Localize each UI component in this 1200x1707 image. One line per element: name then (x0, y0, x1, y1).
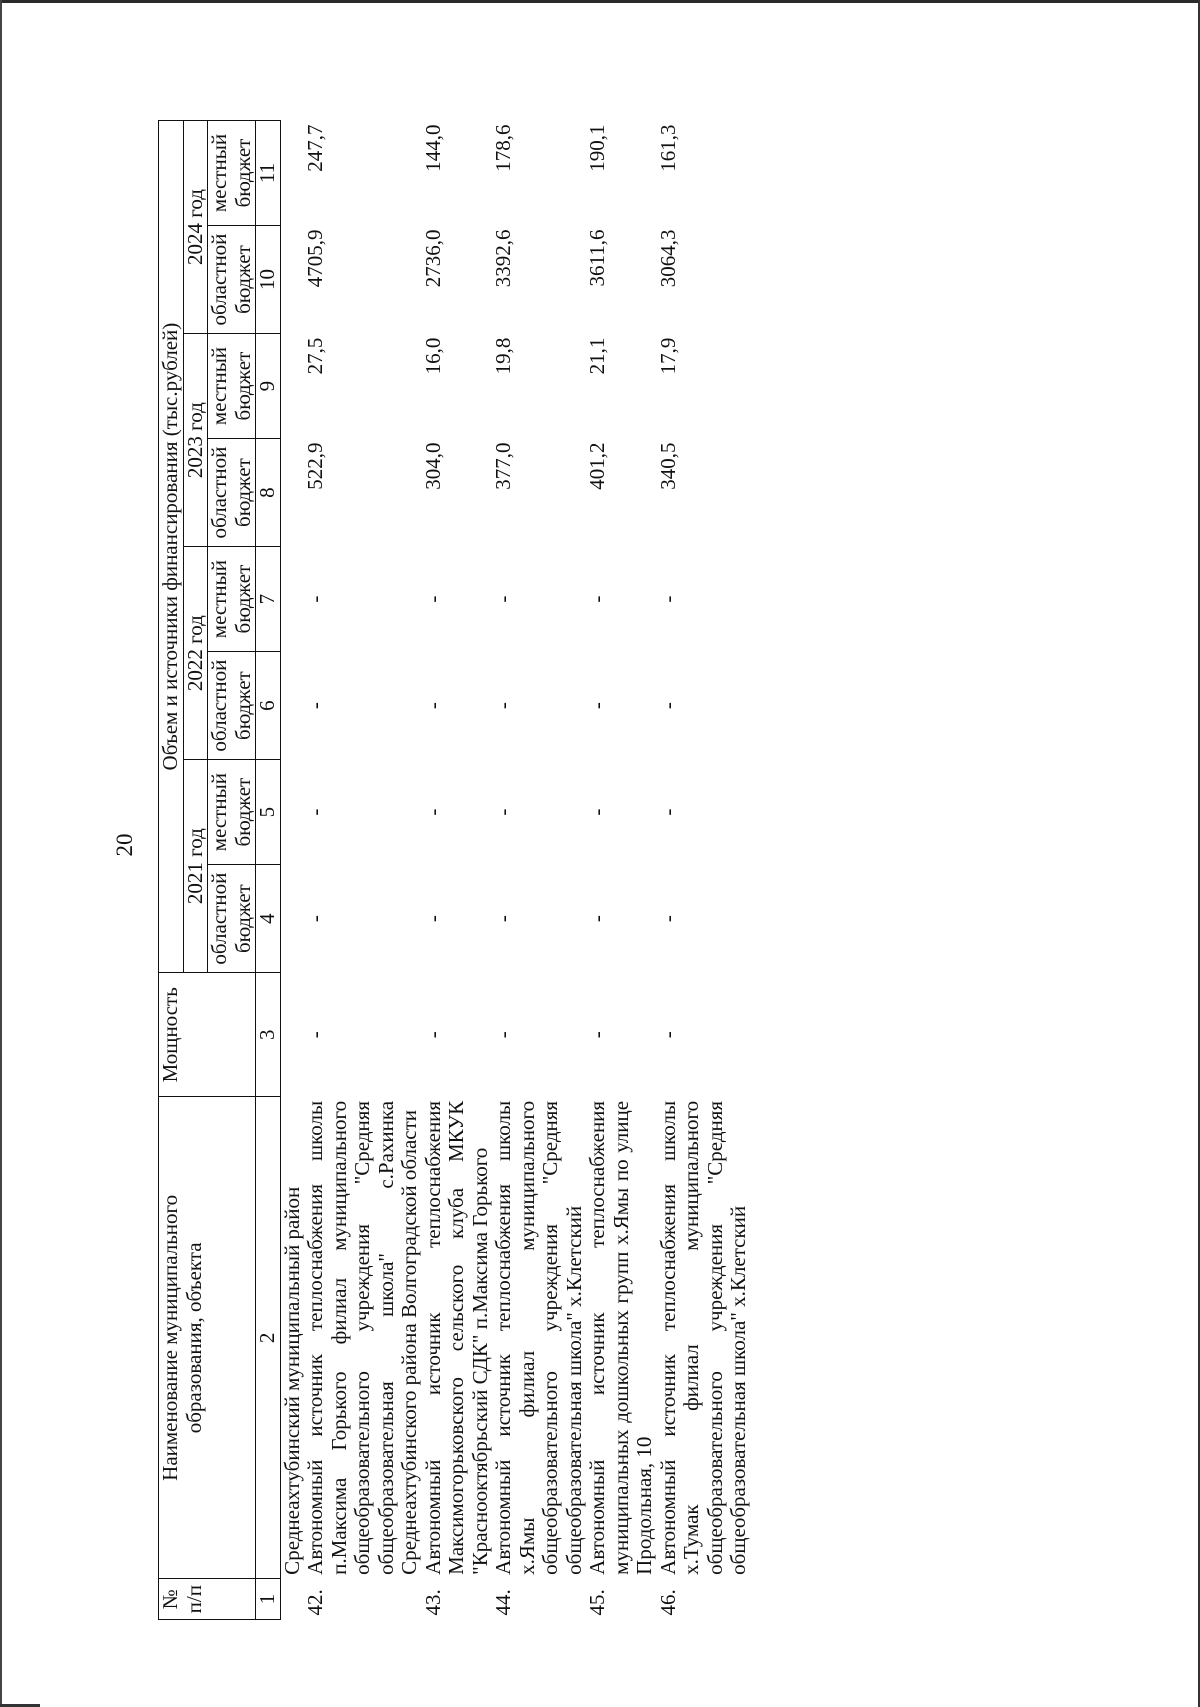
cell-2022-local: - (585, 595, 610, 603)
header-regional-budget: областной бюджет (208, 226, 256, 334)
header-num: № п/п (159, 1579, 256, 1620)
header-regional-budget: областной бюджет (208, 439, 256, 547)
cell-2024-local: 190,1 (585, 124, 610, 172)
row-capacity: - (491, 1031, 516, 1039)
cell-2021-local: - (655, 808, 680, 816)
header-funding: Объем и источники финансирования (тыс.рублей) (159, 121, 184, 973)
cell-2022-local: - (655, 595, 680, 603)
cell-2021-regional: - (303, 915, 328, 923)
header-year-2024: 2024 год (183, 121, 208, 334)
row-num: 42. (303, 1589, 328, 1616)
col-number: 4 (256, 865, 281, 973)
cell-2021-regional: - (491, 915, 516, 923)
cell-2023-regional: 522,9 (303, 442, 328, 490)
row-object-name: Автономный источник теплоснабжения муниципальных дошкольных групп х.Ямы по улице Продольная, 10 (585, 1100, 657, 1575)
table-row (422, 121, 493, 1620)
cell-2022-regional: - (303, 702, 328, 710)
financing-table (158, 120, 751, 1620)
cell-2023-regional: 340,5 (655, 442, 680, 490)
header-regional-budget: областной бюджет (208, 865, 256, 973)
col-number: 9 (256, 334, 281, 439)
table-row (586, 121, 657, 1620)
row-num: 43. (420, 1589, 445, 1616)
cell-2023-regional: 377,0 (491, 442, 516, 490)
col-number: 3 (256, 973, 281, 1097)
cell-2022-regional: - (585, 702, 610, 710)
cell-2022-regional: - (491, 702, 516, 710)
cell-2024-local: 144,0 (420, 124, 445, 172)
cell-2022-local: - (303, 595, 328, 603)
cell-2023-local: 16,0 (420, 337, 445, 375)
rotated-page-content (158, 120, 1158, 1620)
cell-2023-local: 21,1 (585, 337, 610, 375)
row-capacity: - (585, 1031, 610, 1039)
cell-2021-local: - (303, 808, 328, 816)
row-num: 46. (655, 1589, 680, 1616)
cell-2024-local: 161,3 (655, 124, 680, 172)
row-object-name: Автономный источник теплоснабжения школы х.Тумак филиал муниципального общеобразовательного учреждения "Средняя общеобразовательная школа" х.Клетский (655, 1100, 751, 1575)
district-name: Среднеахтубинский муниципальный район (279, 1186, 304, 1575)
row-capacity: - (420, 1031, 445, 1039)
col-number: 1 (256, 1579, 281, 1620)
cell-2022-local: - (420, 595, 445, 603)
col-number: 11 (256, 121, 281, 226)
cell-2021-local: - (420, 808, 445, 816)
cell-2023-local: 17,9 (655, 337, 680, 375)
col-number: 2 (256, 1097, 281, 1579)
cell-2024-regional: 3064,3 (655, 229, 680, 288)
cell-2023-regional: 304,0 (420, 442, 445, 490)
cell-2024-local: 178,6 (491, 124, 516, 172)
table-row (304, 121, 422, 1620)
row-object-name: Автономный источник теплоснабжения школы п.Максима Горького филиал муниципального общеобразовательного учреждения "Средняя общеобразовательная школа" с.Рахинка Среднеахтубинского района Волгоградской области (303, 1100, 422, 1575)
cell-2024-regional: 3611,6 (585, 229, 610, 287)
header-name: Наименование муниципального образования, объекта (159, 1097, 256, 1579)
page-number: 20 (112, 833, 137, 857)
cell-2021-local: - (491, 808, 516, 816)
cell-2024-regional: 3392,6 (491, 229, 516, 288)
cell-2021-local: - (585, 808, 610, 816)
row-capacity: - (303, 1031, 328, 1039)
col-number: 7 (256, 547, 281, 652)
cell-2023-local: 19,8 (491, 337, 516, 375)
cell-2021-regional: - (420, 915, 445, 923)
cell-2024-regional: 2736,0 (420, 229, 445, 288)
col-number: 6 (256, 652, 281, 760)
col-number: 10 (256, 226, 281, 334)
header-year-2023: 2023 год (183, 334, 208, 547)
row-num: 45. (585, 1589, 610, 1616)
col-number: 5 (256, 760, 281, 865)
cell-2023-regional: 401,2 (585, 442, 610, 490)
header-year-2022: 2022 год (183, 547, 208, 760)
header-year-2021: 2021 год (183, 760, 208, 973)
row-num: 44. (491, 1589, 516, 1616)
row-object-name: Автономный источник теплоснабжения Максимогорьковского сельского клуба МКУК "Краснооктябрьский СДК" п.Максима Горького (420, 1100, 492, 1575)
header-regional-budget: областной бюджет (208, 652, 256, 760)
cell-2021-regional: - (655, 915, 680, 923)
header-local-budget: местный бюджет (208, 334, 256, 439)
row-object-name: Автономный источник теплоснабжения школы х.Ямы филиал муниципального общеобразовательного учреждения "Средняя общеобразовательная школа" х.Клетский (491, 1100, 586, 1575)
header-capacity: Мощность (159, 973, 256, 1097)
header-local-budget: местный бюджет (208, 121, 256, 226)
col-number: 8 (256, 439, 281, 547)
row-capacity: - (655, 1031, 680, 1039)
table-row (492, 121, 586, 1620)
cell-2023-local: 27,5 (303, 337, 328, 375)
cell-2022-local: - (491, 595, 516, 603)
table-row (657, 121, 751, 1620)
scan-top-edge (0, 0, 1200, 3)
scan-left-edge (0, 0, 2, 1707)
cell-2022-regional: - (655, 702, 680, 710)
cell-2024-regional: 4705,9 (303, 229, 328, 288)
header-local-budget: местный бюджет (208, 760, 256, 865)
cell-2022-regional: - (420, 702, 445, 710)
cell-2024-local: 247,7 (303, 124, 328, 172)
header-local-budget: местный бюджет (208, 547, 256, 652)
cell-2021-regional: - (585, 915, 610, 923)
